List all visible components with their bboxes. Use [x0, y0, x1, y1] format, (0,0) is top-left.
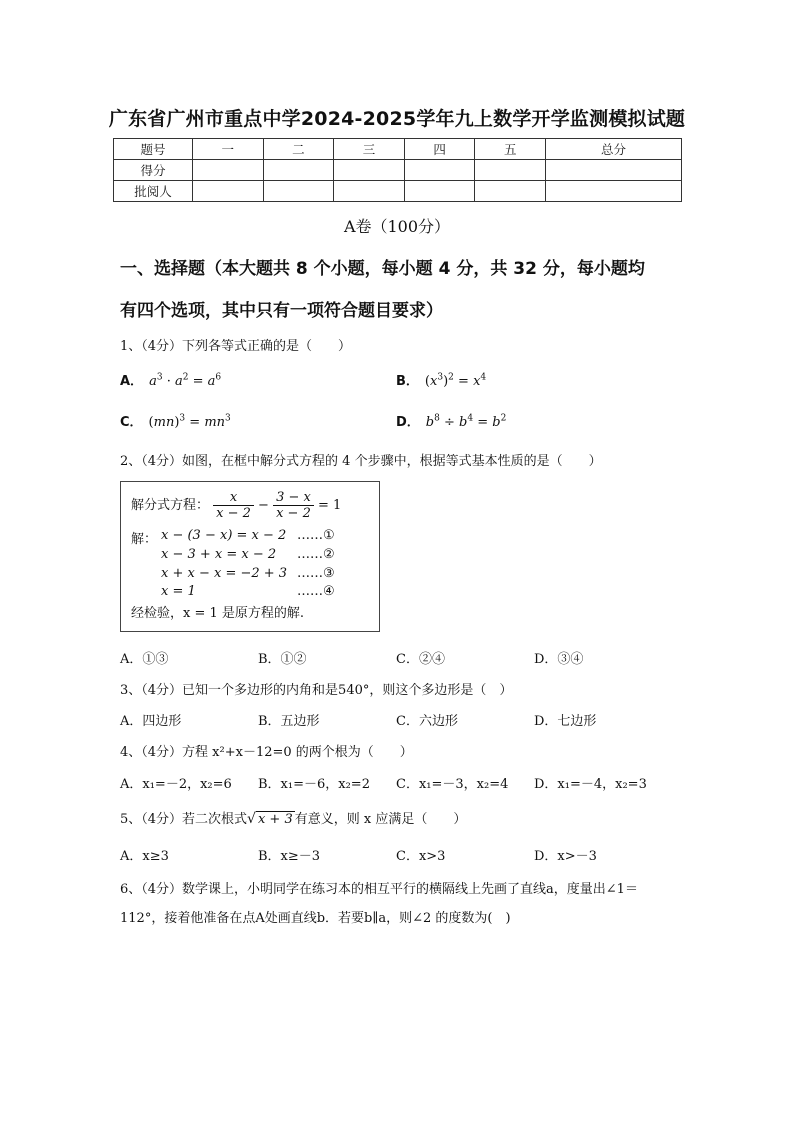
- solution-box: [120, 481, 380, 632]
- section-heading-line1: 一、选择题（本大题共 8 个小题，每小题 4 分，共 32 分，每小题均: [120, 259, 645, 279]
- step-4-marker: ……④: [297, 584, 335, 599]
- question-2-option-d: D．③④: [534, 652, 584, 667]
- question-4-option-b: B．x₁=－6，x₂=2: [258, 777, 370, 792]
- question-3-option-b: B．五边形: [258, 714, 320, 729]
- question-1-option-a: A． $a^3 \cdot a^2 = a^6$: [120, 372, 222, 389]
- radicand: x + 3: [257, 812, 293, 827]
- option-label: A．: [120, 374, 144, 389]
- score-table-header-row: [114, 139, 682, 160]
- question-6-line2: 112°，接着他准备在点A处画直线b．若要b∥a，则∠2 的度数为( ): [120, 911, 511, 926]
- question-2-option-b: B．①②: [258, 652, 307, 667]
- score-table-cell: 四: [404, 139, 475, 160]
- equation-head: 解分式方程：: [131, 498, 210, 513]
- question-3-stem: 3、（4分）已知一个多边形的内角和是540°，则这个多边形是（ ）: [120, 683, 513, 698]
- question-2-option-c: C．②④: [396, 652, 445, 667]
- score-table-cell: [334, 181, 405, 202]
- score-table: [113, 138, 682, 202]
- question-2-option-a: A．①③: [120, 652, 169, 667]
- score-table-cell: 一: [193, 139, 264, 160]
- score-table-row: [114, 160, 682, 181]
- score-table-cell: 总分: [546, 139, 682, 160]
- question-1-option-d: D． $b^8 \div b^4 = b^2$: [396, 413, 507, 430]
- paper-subtitle: A卷（100分）: [343, 217, 451, 236]
- score-table-row: [114, 181, 682, 202]
- question-4-option-c: C．x₁=－3，x₂=4: [396, 777, 509, 792]
- check-line: 经检验，x = 1 是原方程的解.: [131, 606, 305, 621]
- question-4-option-d: D．x₁=－4，x₂=3: [534, 777, 647, 792]
- score-table-cell: [263, 181, 334, 202]
- score-table-cell: 题号: [114, 139, 193, 160]
- score-table-cell: [263, 160, 334, 181]
- question-5-option-d: D．x>－3: [534, 849, 597, 864]
- question-6-line1: 6、（4分）数学课上，小明同学在练习本的相互平行的横隔线上先画了直线a，度量出∠1＝: [120, 882, 638, 897]
- step-1-marker: ……①: [297, 528, 335, 543]
- score-table-cell: 二: [263, 139, 334, 160]
- step-2-marker: ……②: [297, 547, 335, 562]
- question-1-option-c: C． $(mn)^3 = mn^3$: [120, 413, 231, 430]
- question-3-option-a: A．四边形: [120, 714, 182, 729]
- score-table-cell: [475, 181, 546, 202]
- step-3: x + x − x = −2 + 3: [161, 566, 288, 581]
- score-table-cell: [334, 160, 405, 181]
- question-3-option-d: D．七边形: [534, 714, 597, 729]
- score-table-cell: [193, 181, 264, 202]
- question-5-option-b: B．x≥－3: [258, 849, 321, 864]
- step-3-marker: ……③: [297, 566, 335, 581]
- option-label: D．: [396, 415, 420, 430]
- score-table-cell: [404, 181, 475, 202]
- question-2-stem: 2、（4分）如图，在框中解分式方程的 4 个步骤中，根据等式基本性质的是（ ）: [120, 454, 602, 469]
- question-5-stem: 5、（4分）若二次根式√ x + 3 有意义，则 x 应满足（ ）: [120, 811, 467, 827]
- question-1-option-b: B． $(x^3)^2 = x^4$: [396, 372, 487, 389]
- score-table-cell: 批阅人: [114, 181, 193, 202]
- question-5-option-c: C．x>3: [396, 849, 446, 864]
- score-table-cell: 五: [475, 139, 546, 160]
- score-table-cell: [193, 160, 264, 181]
- score-table-cell: [546, 181, 682, 202]
- equation-line: 解分式方程： $\frac{x}{x - 2}$ − $\frac{3 - x}{x - 2}$ = 1: [131, 490, 342, 521]
- page-title: 广东省广州市重点中学2024-2025学年九上数学开学监测模拟试题: [108, 108, 686, 130]
- score-table-cell: [546, 160, 682, 181]
- step-1: x − (3 − x) = x − 2: [161, 528, 287, 543]
- option-label: B．: [396, 374, 419, 389]
- section-heading-line2: 有四个选项，其中只有一项符合题目要求）: [120, 301, 443, 321]
- step-4: x = 1: [161, 584, 196, 599]
- solve-label: 解：: [131, 532, 158, 547]
- score-table-cell: 三: [334, 139, 405, 160]
- question-4-stem: 4、（4分）方程 x²+x－12=0 的两个根为（ ）: [120, 745, 413, 760]
- question-5-option-a: A．x≥3: [120, 849, 169, 864]
- question-3-option-c: C．六边形: [396, 714, 458, 729]
- question-1-stem: 1、（4分）下列各等式正确的是（ ）: [120, 339, 352, 354]
- step-2: x − 3 + x = x − 2: [161, 547, 277, 562]
- score-table-cell: [404, 160, 475, 181]
- question-4-option-a: A．x₁=－2，x₂=6: [120, 777, 232, 792]
- score-table-cell: [475, 160, 546, 181]
- score-table-cell: 得分: [114, 160, 193, 181]
- option-label: C．: [120, 415, 143, 430]
